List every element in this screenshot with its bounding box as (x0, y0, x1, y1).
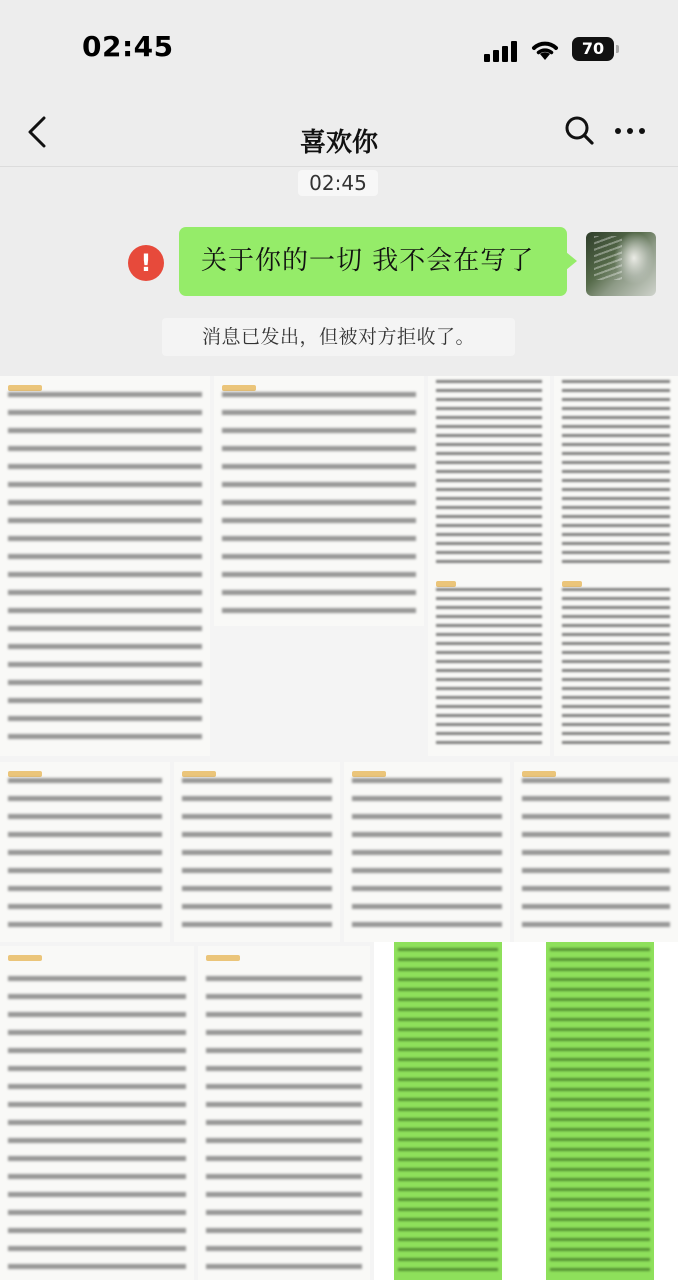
status-time: 02:45 (82, 30, 174, 63)
battery-level: 70 (572, 37, 614, 61)
image-message[interactable] (0, 376, 678, 1280)
screenshot-thumbnail (428, 572, 550, 756)
rejected-notice: 消息已发出，但被对方拒收了。 (162, 318, 515, 356)
chat-title: 喜欢你 (299, 128, 378, 158)
nav-bar (0, 100, 678, 167)
screenshot-thumbnail (0, 762, 170, 942)
error-icon[interactable]: ! (128, 245, 164, 281)
sent-message-bubble[interactable]: 关于你的一切 我不会在写了 (179, 227, 567, 296)
screenshot-thumbnail (554, 376, 678, 572)
message-timestamp: 02:45 (298, 170, 378, 196)
wifi-icon (530, 36, 560, 62)
screenshot-thumbnail (374, 942, 678, 1280)
screenshot-thumbnail (428, 376, 550, 572)
screenshot-thumbnail (198, 946, 370, 1280)
search-icon[interactable] (564, 114, 596, 148)
battery-icon (572, 37, 620, 61)
more-dots-icon[interactable] (612, 116, 648, 146)
avatar[interactable] (586, 232, 656, 296)
bubble-tail (566, 252, 577, 270)
screenshot-thumbnail (214, 376, 424, 626)
screenshot-thumbnail (344, 762, 510, 942)
signal-icon (484, 40, 520, 62)
screenshot-thumbnail (0, 946, 194, 1280)
screenshot-thumbnail (554, 572, 678, 756)
status-bar (0, 0, 678, 100)
screenshot-thumbnail (174, 762, 340, 942)
screenshot-thumbnail (0, 376, 210, 756)
screenshot-thumbnail (514, 762, 678, 942)
